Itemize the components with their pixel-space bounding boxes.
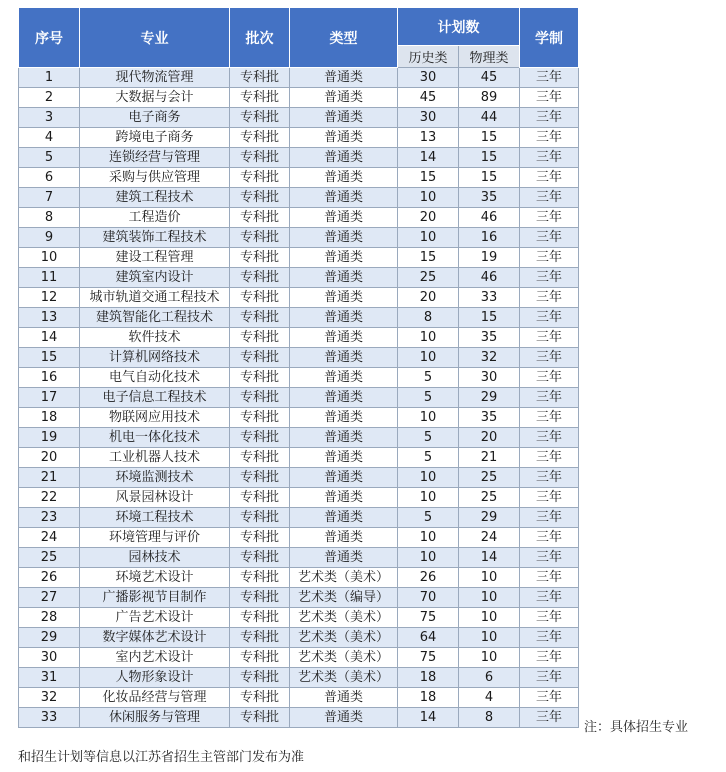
cell-batch: 专科批: [230, 308, 290, 328]
cell-batch: 专科批: [230, 108, 290, 128]
cell-batch: 专科批: [230, 148, 290, 168]
cell-type: 普通类: [290, 288, 398, 308]
table-row: [19, 388, 579, 408]
cell-duration: 三年: [520, 108, 579, 128]
cell-history: 10: [398, 328, 459, 348]
cell-seq: 9: [19, 228, 80, 248]
cell-seq: 23: [19, 508, 80, 528]
cell-batch: 专科批: [230, 428, 290, 448]
cell-type: 艺术类（编导）: [290, 588, 398, 608]
cell-seq: 3: [19, 108, 80, 128]
cell-batch: 专科批: [230, 708, 290, 728]
cell-history: 5: [398, 428, 459, 448]
cell-type: 普通类: [290, 448, 398, 468]
cell-history: 45: [398, 88, 459, 108]
cell-batch: 专科批: [230, 88, 290, 108]
cell-type: 普通类: [290, 88, 398, 108]
cell-batch: 专科批: [230, 588, 290, 608]
header-major: 专业: [80, 8, 230, 68]
cell-duration: 三年: [520, 288, 579, 308]
cell-physics: 20: [459, 428, 520, 448]
cell-duration: 三年: [520, 208, 579, 228]
table-row: [19, 188, 579, 208]
cell-type: 普通类: [290, 348, 398, 368]
cell-physics: 46: [459, 268, 520, 288]
cell-type: 普通类: [290, 488, 398, 508]
cell-duration: 三年: [520, 308, 579, 328]
cell-history: 25: [398, 268, 459, 288]
cell-seq: 6: [19, 168, 80, 188]
cell-physics: 16: [459, 228, 520, 248]
cell-duration: 三年: [520, 528, 579, 548]
cell-type: 普通类: [290, 308, 398, 328]
table-row: [19, 608, 579, 628]
cell-seq: 8: [19, 208, 80, 228]
cell-duration: 三年: [520, 448, 579, 468]
table-row: [19, 508, 579, 528]
cell-type: 普通类: [290, 268, 398, 288]
cell-batch: 专科批: [230, 468, 290, 488]
cell-major: 室内艺术设计: [80, 648, 230, 668]
cell-history: 10: [398, 468, 459, 488]
cell-physics: 25: [459, 468, 520, 488]
cell-physics: 8: [459, 708, 520, 728]
cell-batch: 专科批: [230, 608, 290, 628]
header-duration: 学制: [520, 8, 579, 68]
cell-batch: 专科批: [230, 168, 290, 188]
cell-major: 电气自动化技术: [80, 368, 230, 388]
table-row: [19, 68, 579, 88]
cell-duration: 三年: [520, 348, 579, 368]
cell-duration: 三年: [520, 548, 579, 568]
header-history: 历史类: [398, 46, 459, 68]
cell-duration: 三年: [520, 568, 579, 588]
table-row: [19, 308, 579, 328]
cell-seq: 22: [19, 488, 80, 508]
cell-major: 连锁经营与管理: [80, 148, 230, 168]
cell-physics: 15: [459, 128, 520, 148]
cell-duration: 三年: [520, 488, 579, 508]
cell-physics: 21: [459, 448, 520, 468]
table-row: [19, 88, 579, 108]
cell-history: 10: [398, 188, 459, 208]
cell-history: 75: [398, 608, 459, 628]
cell-major: 建筑智能化工程技术: [80, 308, 230, 328]
cell-seq: 1: [19, 68, 80, 88]
cell-duration: 三年: [520, 248, 579, 268]
cell-history: 5: [398, 508, 459, 528]
cell-seq: 25: [19, 548, 80, 568]
table-row: [19, 408, 579, 428]
cell-physics: 32: [459, 348, 520, 368]
cell-type: 普通类: [290, 248, 398, 268]
cell-major: 环境管理与评价: [80, 528, 230, 548]
cell-major: 园林技术: [80, 548, 230, 568]
cell-batch: 专科批: [230, 388, 290, 408]
cell-physics: 29: [459, 388, 520, 408]
cell-duration: 三年: [520, 168, 579, 188]
cell-batch: 专科批: [230, 528, 290, 548]
cell-batch: 专科批: [230, 648, 290, 668]
table-row: [19, 348, 579, 368]
cell-physics: 45: [459, 68, 520, 88]
cell-major: 数字媒体艺术设计: [80, 628, 230, 648]
cell-physics: 44: [459, 108, 520, 128]
cell-type: 普通类: [290, 128, 398, 148]
cell-duration: 三年: [520, 708, 579, 728]
cell-major: 城市轨道交通工程技术: [80, 288, 230, 308]
header-seq: 序号: [19, 8, 80, 68]
table-header: [19, 8, 579, 68]
cell-history: 10: [398, 408, 459, 428]
cell-seq: 12: [19, 288, 80, 308]
note-text-start: 注：具体招生专业: [584, 720, 689, 735]
cell-batch: 专科批: [230, 668, 290, 688]
cell-seq: 7: [19, 188, 80, 208]
cell-major: 计算机网络技术: [80, 348, 230, 368]
cell-type: 普通类: [290, 708, 398, 728]
cell-type: 普通类: [290, 468, 398, 488]
table-row: [19, 128, 579, 148]
cell-seq: 24: [19, 528, 80, 548]
header-physics: 物理类: [459, 46, 520, 68]
cell-major: 电子信息工程技术: [80, 388, 230, 408]
table-row: [19, 708, 579, 728]
cell-type: 普通类: [290, 168, 398, 188]
table-body: [19, 68, 579, 728]
cell-major: 大数据与会计: [80, 88, 230, 108]
cell-major: 跨境电子商务: [80, 128, 230, 148]
cell-major: 广告艺术设计: [80, 608, 230, 628]
cell-physics: 10: [459, 628, 520, 648]
cell-physics: 14: [459, 548, 520, 568]
cell-batch: 专科批: [230, 288, 290, 308]
cell-batch: 专科批: [230, 68, 290, 88]
cell-batch: 专科批: [230, 408, 290, 428]
cell-batch: 专科批: [230, 508, 290, 528]
cell-history: 14: [398, 708, 459, 728]
cell-physics: 4: [459, 688, 520, 708]
cell-duration: 三年: [520, 268, 579, 288]
cell-physics: 89: [459, 88, 520, 108]
cell-history: 30: [398, 68, 459, 88]
cell-history: 10: [398, 488, 459, 508]
cell-major: 人物形象设计: [80, 668, 230, 688]
table-row: [19, 108, 579, 128]
table-row: [19, 528, 579, 548]
cell-duration: 三年: [520, 148, 579, 168]
cell-major: 软件技术: [80, 328, 230, 348]
cell-seq: 18: [19, 408, 80, 428]
cell-physics: 10: [459, 568, 520, 588]
table-row: [19, 168, 579, 188]
cell-type: 普通类: [290, 208, 398, 228]
cell-history: 14: [398, 148, 459, 168]
cell-physics: 10: [459, 648, 520, 668]
cell-batch: 专科批: [230, 368, 290, 388]
cell-seq: 15: [19, 348, 80, 368]
cell-type: 普通类: [290, 688, 398, 708]
cell-seq: 13: [19, 308, 80, 328]
cell-seq: 31: [19, 668, 80, 688]
table-row: [19, 448, 579, 468]
cell-history: 13: [398, 128, 459, 148]
cell-major: 物联网应用技术: [80, 408, 230, 428]
cell-history: 10: [398, 228, 459, 248]
cell-type: 艺术类（美术）: [290, 568, 398, 588]
cell-major: 环境监测技术: [80, 468, 230, 488]
cell-physics: 19: [459, 248, 520, 268]
cell-type: 普通类: [290, 148, 398, 168]
cell-seq: 11: [19, 268, 80, 288]
cell-seq: 2: [19, 88, 80, 108]
cell-physics: 10: [459, 608, 520, 628]
cell-major: 环境艺术设计: [80, 568, 230, 588]
cell-major: 建筑装饰工程技术: [80, 228, 230, 248]
cell-seq: 29: [19, 628, 80, 648]
table-row: [19, 668, 579, 688]
cell-major: 建筑室内设计: [80, 268, 230, 288]
cell-seq: 19: [19, 428, 80, 448]
cell-major: 休闲服务与管理: [80, 708, 230, 728]
cell-type: 艺术类（美术）: [290, 608, 398, 628]
cell-major: 电子商务: [80, 108, 230, 128]
cell-duration: 三年: [520, 88, 579, 108]
cell-seq: 28: [19, 608, 80, 628]
table-row: [19, 428, 579, 448]
cell-history: 10: [398, 528, 459, 548]
table-row: [19, 568, 579, 588]
cell-history: 64: [398, 628, 459, 648]
cell-batch: 专科批: [230, 188, 290, 208]
cell-history: 10: [398, 548, 459, 568]
cell-seq: 30: [19, 648, 80, 668]
cell-type: 普通类: [290, 508, 398, 528]
cell-physics: 25: [459, 488, 520, 508]
table-row: [19, 268, 579, 288]
cell-duration: 三年: [520, 588, 579, 608]
cell-major: 环境工程技术: [80, 508, 230, 528]
table-row: [19, 228, 579, 248]
cell-batch: 专科批: [230, 568, 290, 588]
cell-major: 广播影视节目制作: [80, 588, 230, 608]
cell-history: 20: [398, 208, 459, 228]
cell-duration: 三年: [520, 368, 579, 388]
cell-seq: 14: [19, 328, 80, 348]
cell-type: 普通类: [290, 328, 398, 348]
cell-major: 采购与供应管理: [80, 168, 230, 188]
cell-batch: 专科批: [230, 228, 290, 248]
note-text-end: 和招生计划等信息以江苏省招生主管部门发布为准: [18, 750, 305, 765]
cell-duration: 三年: [520, 508, 579, 528]
cell-seq: 20: [19, 448, 80, 468]
cell-physics: 30: [459, 368, 520, 388]
table-row: [19, 468, 579, 488]
cell-physics: 15: [459, 308, 520, 328]
cell-type: 艺术类（美术）: [290, 628, 398, 648]
cell-history: 10: [398, 348, 459, 368]
cell-major: 建设工程管理: [80, 248, 230, 268]
table-row: [19, 248, 579, 268]
cell-major: 化妆品经营与管理: [80, 688, 230, 708]
cell-seq: 21: [19, 468, 80, 488]
cell-history: 18: [398, 688, 459, 708]
cell-seq: 16: [19, 368, 80, 388]
cell-physics: 6: [459, 668, 520, 688]
cell-duration: 三年: [520, 408, 579, 428]
cell-type: 艺术类（美术）: [290, 648, 398, 668]
cell-history: 5: [398, 448, 459, 468]
cell-history: 20: [398, 288, 459, 308]
cell-batch: 专科批: [230, 628, 290, 648]
cell-seq: 27: [19, 588, 80, 608]
cell-duration: 三年: [520, 68, 579, 88]
cell-duration: 三年: [520, 628, 579, 648]
cell-batch: 专科批: [230, 688, 290, 708]
cell-type: 普通类: [290, 368, 398, 388]
table-row: [19, 648, 579, 668]
table-row: [19, 368, 579, 388]
cell-physics: 35: [459, 408, 520, 428]
cell-duration: 三年: [520, 188, 579, 208]
table-row: [19, 208, 579, 228]
cell-duration: 三年: [520, 668, 579, 688]
cell-type: 普通类: [290, 528, 398, 548]
cell-history: 5: [398, 388, 459, 408]
cell-major: 工程造价: [80, 208, 230, 228]
cell-duration: 三年: [520, 468, 579, 488]
cell-type: 普通类: [290, 68, 398, 88]
cell-duration: 三年: [520, 228, 579, 248]
cell-history: 18: [398, 668, 459, 688]
header-plan: 计划数: [398, 8, 520, 46]
cell-type: 艺术类（美术）: [290, 668, 398, 688]
cell-duration: 三年: [520, 128, 579, 148]
cell-physics: 46: [459, 208, 520, 228]
cell-type: 普通类: [290, 388, 398, 408]
cell-major: 建筑工程技术: [80, 188, 230, 208]
cell-duration: 三年: [520, 608, 579, 628]
table-row: [19, 588, 579, 608]
cell-history: 8: [398, 308, 459, 328]
cell-duration: 三年: [520, 688, 579, 708]
header-type: 类型: [290, 8, 398, 68]
cell-batch: 专科批: [230, 328, 290, 348]
cell-seq: 4: [19, 128, 80, 148]
cell-history: 5: [398, 368, 459, 388]
cell-physics: 10: [459, 588, 520, 608]
cell-type: 普通类: [290, 408, 398, 428]
table-row: [19, 148, 579, 168]
cell-physics: 29: [459, 508, 520, 528]
cell-physics: 33: [459, 288, 520, 308]
cell-batch: 专科批: [230, 268, 290, 288]
table-row: [19, 488, 579, 508]
cell-type: 普通类: [290, 428, 398, 448]
cell-history: 75: [398, 648, 459, 668]
cell-seq: 5: [19, 148, 80, 168]
cell-seq: 17: [19, 388, 80, 408]
cell-major: 机电一体化技术: [80, 428, 230, 448]
header-batch: 批次: [230, 8, 290, 68]
cell-duration: 三年: [520, 428, 579, 448]
cell-seq: 32: [19, 688, 80, 708]
cell-physics: 15: [459, 168, 520, 188]
cell-type: 普通类: [290, 108, 398, 128]
cell-seq: 10: [19, 248, 80, 268]
table-row: [19, 288, 579, 308]
cell-batch: 专科批: [230, 548, 290, 568]
cell-history: 70: [398, 588, 459, 608]
cell-duration: 三年: [520, 328, 579, 348]
cell-batch: 专科批: [230, 128, 290, 148]
cell-physics: 35: [459, 188, 520, 208]
cell-seq: 33: [19, 708, 80, 728]
cell-physics: 35: [459, 328, 520, 348]
cell-seq: 26: [19, 568, 80, 588]
cell-history: 26: [398, 568, 459, 588]
cell-type: 普通类: [290, 548, 398, 568]
cell-batch: 专科批: [230, 448, 290, 468]
cell-batch: 专科批: [230, 208, 290, 228]
cell-type: 普通类: [290, 188, 398, 208]
cell-duration: 三年: [520, 648, 579, 668]
enrollment-plan-table: [18, 7, 579, 728]
cell-major: 现代物流管理: [80, 68, 230, 88]
cell-history: 15: [398, 248, 459, 268]
cell-physics: 24: [459, 528, 520, 548]
cell-duration: 三年: [520, 388, 579, 408]
cell-history: 30: [398, 108, 459, 128]
table-row: [19, 688, 579, 708]
cell-major: 风景园林设计: [80, 488, 230, 508]
table-row: [19, 548, 579, 568]
table-row: [19, 628, 579, 648]
cell-type: 普通类: [290, 228, 398, 248]
table-row: [19, 328, 579, 348]
cell-physics: 15: [459, 148, 520, 168]
cell-batch: 专科批: [230, 348, 290, 368]
cell-batch: 专科批: [230, 488, 290, 508]
cell-major: 工业机器人技术: [80, 448, 230, 468]
cell-history: 15: [398, 168, 459, 188]
cell-batch: 专科批: [230, 248, 290, 268]
